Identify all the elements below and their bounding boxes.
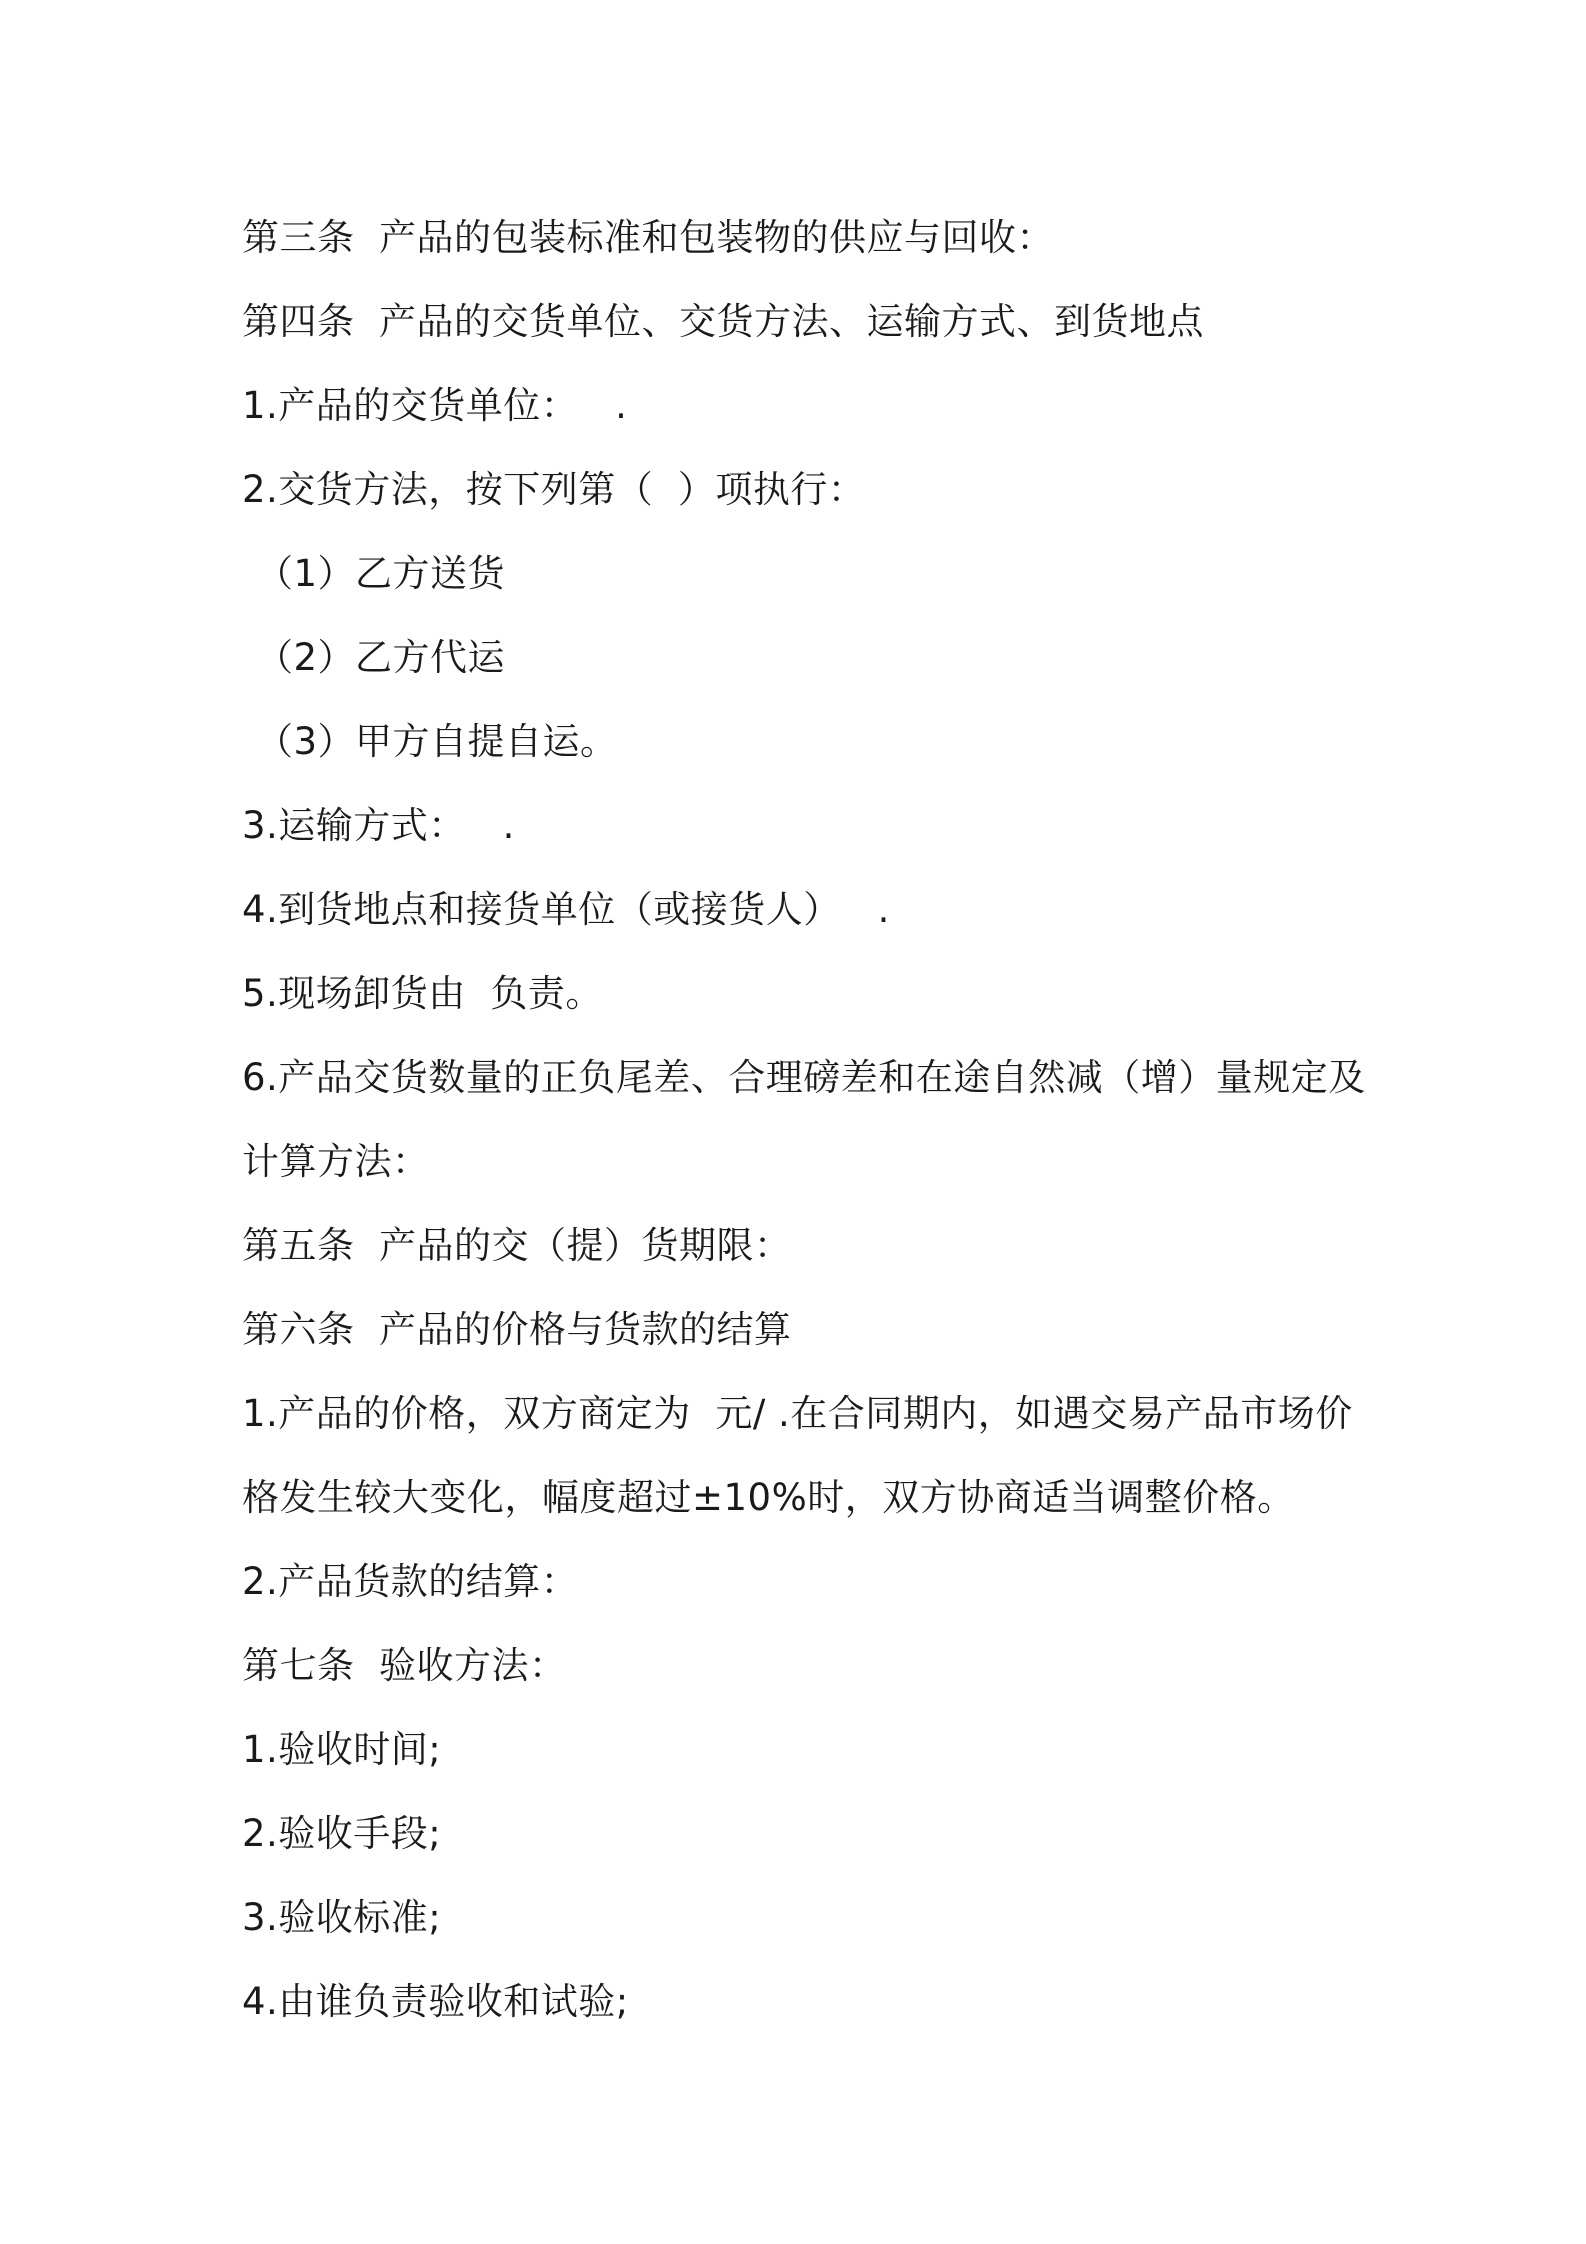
article-3-heading: 第三条 产品的包装标准和包装物的供应与回收： bbox=[242, 216, 1055, 259]
article-6-heading: 第六条 产品的价格与货款的结算 bbox=[242, 1308, 792, 1351]
article-7-heading: 第七条 验收方法： bbox=[242, 1644, 567, 1687]
article-4-heading: 第四条 产品的交货单位、交货方法、运输方式、到货地点 bbox=[242, 300, 1205, 343]
inspection-means-clause: 2.验收手段; bbox=[242, 1812, 442, 1855]
delivery-method-clause: 2.交货方法，按下列第（ ）项执行： bbox=[242, 468, 866, 511]
article-5-heading: 第五条 产品的交（提）货期限： bbox=[242, 1224, 792, 1267]
price-clause: 1.产品的价格，双方商定为 元/ .在合同期内，如遇交易产品市场价 bbox=[242, 1392, 1353, 1435]
inspection-time-clause: 1.验收时间; bbox=[242, 1728, 442, 1771]
delivery-option-3: （3）甲方自提自运。 bbox=[256, 720, 618, 763]
price-clause-cont: 格发生较大变化，幅度超过±10%时，双方协商适当调整价格。 bbox=[242, 1476, 1295, 1519]
delivery-option-1: （1）乙方送货 bbox=[256, 552, 506, 595]
inspection-responsibility-clause: 4.由谁负责验收和试验; bbox=[242, 1980, 629, 2023]
inspection-standard-clause: 3.验收标准; bbox=[242, 1896, 442, 1939]
transport-method-clause: 3.运输方式： . bbox=[242, 804, 515, 847]
delivery-option-2: （2）乙方代运 bbox=[256, 636, 506, 679]
quantity-tolerance-clause-cont: 计算方法： bbox=[242, 1140, 430, 1183]
quantity-tolerance-clause: 6.产品交货数量的正负尾差、合理磅差和在途自然减（增）量规定及 bbox=[242, 1056, 1366, 1099]
unloading-responsibility-clause: 5.现场卸货由 负责。 bbox=[242, 972, 603, 1015]
delivery-unit-clause: 1.产品的交货单位： . bbox=[242, 384, 628, 427]
document-body bbox=[242, 196, 1372, 2044]
arrival-location-clause: 4.到货地点和接货单位（或接货人） . bbox=[242, 888, 890, 931]
payment-settlement-clause: 2.产品货款的结算： bbox=[242, 1560, 579, 1603]
